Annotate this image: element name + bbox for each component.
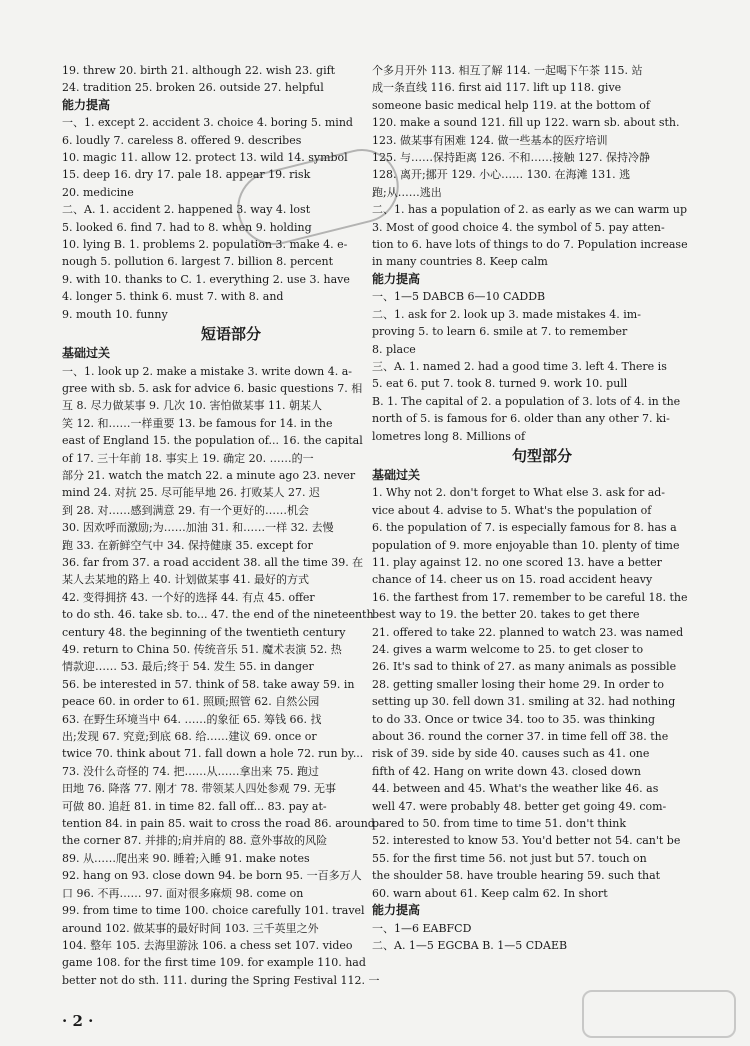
answer-line: setting up 30. fell down 31. smiling at 32. had nothing [372, 695, 676, 709]
answer-line: 123. 做某事有困难 124. 做一些基本的医疗培训 [372, 133, 608, 147]
answer-line: about 36. round the corner 37. in time fell off 38. the [372, 730, 669, 744]
answer-line: 6. loudly 7. careless 8. offered 9. describes [62, 133, 302, 147]
answer-line: 个多月开外 113. 相互了解 114. 一起喝下午茶 115. 站 [372, 64, 643, 77]
answer-line: 跑 33. 在新鲜空气中 34. 保持健康 35. except for [62, 538, 313, 552]
answer-line: fifth of 42. Hang on write down 43. closed down [372, 764, 641, 778]
section-heading: 句型部分 [511, 446, 572, 465]
answer-line: 125. 与……保持距离 126. 不和……接触 127. 保持冷静 [372, 151, 650, 165]
answer-line: lometres long 8. Millions of [372, 429, 526, 443]
answer-line: chance of 14. cheer us on 15. road accident heavy [372, 573, 653, 587]
answer-line: 56. be interested in 57. think of 58. take away 59. in [62, 677, 355, 691]
answer-line: 可做 80. 追赶 81. in time 82. fall off... 83. pay at- [62, 799, 327, 813]
answer-line: 9. with 10. thanks to C. 1. everything 2. use 3. have [62, 272, 350, 286]
answer-line: 一、1. except 2. accident 3. choice 4. boring 5. mind [62, 116, 353, 130]
answer-line: 16. the farthest from 17. remember to be careful 18. the [372, 590, 688, 604]
right-column [372, 62, 712, 954]
answer-line: 到 28. 对……感到满意 29. 有一个更好的……机会 [62, 503, 309, 517]
answer-line: 11. play against 12. no one scored 13. have a better [372, 555, 662, 569]
answer-line: 5. looked 6. find 7. had to 8. when 9. holding [62, 220, 312, 234]
answer-line: 二、1. has a population of 2. as early as we can warm up [372, 203, 687, 217]
answer-line: 26. It's sad to think of 27. as many animals as possible [372, 660, 677, 674]
answer-line: 52. interested to know 53. You'd better not 54. can't be [372, 834, 681, 848]
answer-line: 1. Why not 2. don't forget to What else 3. ask for ad- [372, 486, 666, 500]
answer-line: 一、1—5 DABCB 6—10 CADDB [372, 290, 546, 304]
answer-line: 24. tradition 25. broken 26. outside 27. helpful [62, 81, 324, 95]
answer-line: to do 33. Once or twice 34. too to 35. was thinking [372, 712, 656, 726]
answer-line: 15. deep 16. dry 17. pale 18. appear 19. risk [62, 168, 311, 182]
answer-line: proving 5. to learn 6. smile at 7. to remember [372, 325, 628, 339]
answer-line: peace 60. in order to 61. 照顾;照管 62. 自然公园 [62, 695, 320, 709]
answer-line: 6. the population of 7. is especially famous for 8. has a [372, 521, 677, 535]
answer-line: risk of 39. side by side 40. causes such as 41. one [372, 747, 650, 761]
answer-line: 二、1. ask for 2. look up 3. made mistakes 4. im- [372, 307, 641, 321]
answer-line: in many countries 8. Keep calm [372, 255, 548, 269]
answer-line: 出;发现 67. 究竟;到底 68. 给……建议 69. once or [62, 730, 317, 744]
answer-line: 42. 变得拥挤 43. 一个好的选择 44. 有点 45. offer [62, 590, 315, 604]
answer-line: 24. gives a warm welcome to 25. to get closer to [372, 643, 644, 656]
answer-line: century 48. the beginning of the twentieth century [62, 625, 346, 639]
answer-line: of 17. 三十年前 18. 事实上 19. 确定 20. ……的一 [62, 451, 314, 465]
answer-line: 63. 在野生环境当中 64. ……的象征 65. 筹钱 66. 找 [62, 712, 322, 726]
answer-line: nough 5. pollution 6. largest 7. billion 8. percent [62, 255, 334, 269]
answer-line: 92. hang on 93. close down 94. be born 95. 一百多万人 [62, 869, 362, 883]
answer-line: well 47. were probably 48. better get going 49. com- [372, 799, 667, 813]
answer-line: 3. Most of good choice 4. the symbol of 5. pay atten- [372, 220, 665, 234]
answer-line: 20. medicine [62, 185, 134, 199]
answer-line: the shoulder 58. have trouble hearing 59. such that [372, 869, 661, 883]
answer-line: 一、1—6 EABFCD [372, 921, 472, 935]
answer-line: north of 5. is famous for 6. older than any other 7. ki- [372, 412, 670, 426]
answer-line: mind 24. 对抗 25. 尽可能早地 26. 打败某人 27. 迟 [62, 486, 321, 500]
answer-line: 某人去某地的路上 40. 计划做某事 41. 最好的方式 [62, 573, 309, 587]
answer-line: around 102. 做某事的最好时间 103. 三千英里之外 [62, 921, 319, 935]
answer-line: 跑;从……逃出 [372, 185, 442, 199]
answer-line: 田地 76. 降落 77. 刚才 78. 带领某人四处参观 79. 无事 [62, 782, 336, 796]
answer-line: someone basic medical help 119. at the bottom of [372, 98, 650, 112]
answer-line: vice about 4. advise to 5. What's the population of [372, 503, 652, 517]
answer-line: 笑 12. 和……一样重要 13. be famous for 14. in the [62, 416, 333, 430]
answer-line: 120. make a sound 121. fill up 122. warn sb. about sth. [372, 116, 680, 130]
answer-line: 28. getting smaller losing their home 29. In order to [372, 677, 664, 691]
subsection-heading: 能力提高 [372, 903, 421, 918]
answer-line: 部分 21. watch the match 22. a minute ago 23. never [62, 468, 356, 482]
answer-line: game 108. for the first time 109. for example 110. had [62, 956, 366, 970]
answer-line: 8. place [372, 342, 416, 356]
answer-line: 30. 因欢呼而激励;为……加油 31. 和……一样 32. 去慢 [62, 521, 334, 535]
section-heading: 短语部分 [200, 325, 261, 344]
answer-line: east of England 15. the population of... 16. the capital [62, 434, 363, 448]
answer-line: B. 1. The capital of 2. a population of 3. lots of 4. in the [372, 394, 681, 408]
answer-line: 104. 整年 105. 去海里游泳 106. a chess set 107. video [62, 938, 353, 952]
answer-line: population of 9. more enjoyable than 10. plenty of time [372, 538, 680, 552]
answer-line: 互 8. 尽力做某事 9. 几次 10. 害怕做某事 11. 朝某人 [62, 399, 322, 413]
answer-line: 44. between and 45. What's the weather like 46. as [372, 782, 659, 796]
answer-line: 10. lying B. 1. problems 2. population 3. make 4. e- [62, 238, 348, 252]
answer-line: 情款迎…… 53. 最后;终于 54. 发生 55. in danger [62, 660, 314, 674]
answer-line: 三、A. 1. named 2. had a good time 3. left 4. There is [372, 359, 667, 373]
answer-line: 10. magic 11. allow 12. protect 13. wild 14. symbol [62, 151, 348, 165]
answer-line: the corner 87. 并排的;肩并肩的 88. 意外事故的风险 [62, 834, 328, 848]
answer-line: 19. threw 20. birth 21. although 22. wish 23. gift [62, 64, 336, 77]
answer-line: 21. offered to take 22. planned to watch 23. was named [372, 625, 684, 639]
answer-line: 一、1. look up 2. make a mistake 3. write down 4. a- [62, 364, 353, 378]
answer-line: tion to 6. have lots of things to do 7. Population increase [372, 238, 688, 252]
answer-line: 口 96. 不再…… 97. 面对很多麻烦 98. come on [62, 886, 304, 900]
answer-line: 99. from time to time 100. choice carefully 101. travel [62, 904, 365, 918]
answer-line: tention 84. in pain 85. wait to cross the road 86. around [62, 817, 375, 831]
answer-line: 二、A. 1—5 EGCBA B. 1—5 CDAEB [372, 938, 568, 952]
answer-line: to do sth. 46. take sb. to... 47. the end of the nineteenth [62, 608, 374, 622]
answer-line: twice 70. think about 71. fall down a hole 72. run by... [62, 747, 364, 761]
answer-line: 4. longer 5. think 6. must 7. with 8. and [62, 290, 284, 304]
subsection-heading: 基础过关 [372, 467, 421, 482]
answer-line: better not do sth. 111. during the Spring Festival 112. 一 [62, 973, 380, 987]
answer-line: pared to 50. from time to time 51. don't think [372, 817, 627, 831]
answer-line: 二、A. 1. accident 2. happened 3. way 4. lost [62, 203, 311, 217]
page-number: · 2 · [62, 1012, 94, 1030]
answer-line: gree with sb. 5. ask for advice 6. basic questions 7. 相 [62, 381, 363, 395]
subsection-heading: 基础过关 [62, 346, 111, 361]
answer-line: 9. mouth 10. funny [62, 307, 168, 321]
answer-line: 5. eat 6. put 7. took 8. turned 9. work 10. pull [372, 377, 628, 391]
answer-line: 成一条直线 116. first aid 117. lift up 118. give [372, 81, 622, 95]
answer-line: best way to 19. the better 20. takes to get there [372, 608, 640, 622]
answer-line: 55. for the first time 56. not just but 57. touch on [372, 851, 647, 865]
subsection-heading: 能力提高 [372, 271, 421, 286]
subsection-heading: 能力提高 [62, 97, 111, 112]
answer-line: 73. 没什么奇怪的 74. 把……从……拿出来 75. 跑过 [62, 764, 319, 778]
answer-line: 89. 从……爬出来 90. 睡着;入睡 91. make notes [62, 851, 310, 865]
answer-line: 128. 离开;挪开 129. 小心…… 130. 在海滩 131. 逃 [372, 168, 631, 182]
answer-line: 36. far from 37. a road accident 38. all the time 39. 在 [62, 555, 364, 569]
answer-line: 49. return to China 50. 传统音乐 51. 魔术表演 52. 热 [62, 643, 342, 656]
answer-line: 60. warn about 61. Keep calm 62. In short [372, 886, 608, 900]
watermark-logo [582, 990, 736, 1038]
